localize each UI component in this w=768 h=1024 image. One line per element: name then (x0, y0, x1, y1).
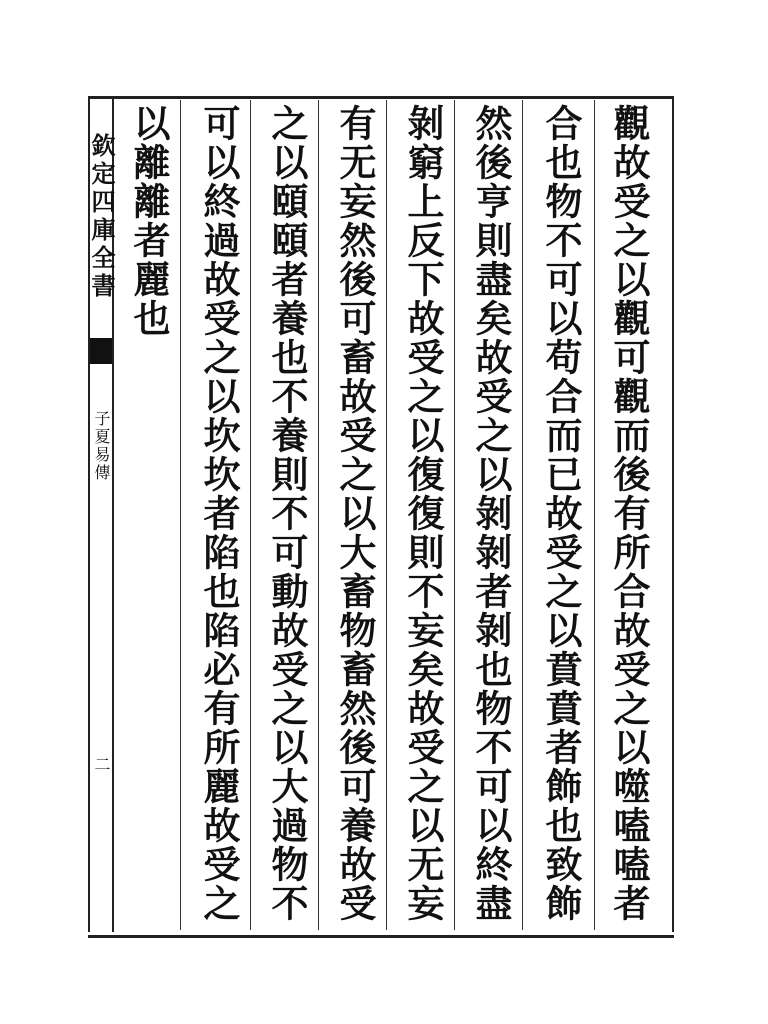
book-title: 子夏易傳 (92, 410, 111, 482)
text-column-2: 合也物不可以苟合而已故受之以賁賁者飾也致飾 (539, 104, 583, 923)
page-number: 二 (92, 756, 111, 772)
text-column-5: 有无妄然後可畜故受之以大畜物畜然後可養故受 (333, 104, 377, 923)
column-rule (522, 100, 523, 930)
text-column-8: 以離離者麗也 (127, 104, 171, 338)
page-frame (88, 96, 674, 938)
text-column-6: 之以頤頤者養也不養則不可動故受之以大過物不 (265, 104, 309, 923)
column-rule (318, 100, 319, 930)
fishtail-mark (90, 338, 112, 364)
collection-title: 欽定四庫全書 (87, 133, 116, 301)
frame-right-border (672, 96, 674, 932)
text-column-4: 剝窮上反下故受之以復復則不妄矣故受之以无妄 (401, 104, 445, 923)
text-column-7: 可以終過故受之以坎坎者陷也陷必有所麗故受之 (197, 104, 241, 923)
column-rule (180, 100, 181, 930)
column-rule (454, 100, 455, 930)
column-rule (250, 100, 251, 930)
column-rule (386, 100, 387, 930)
text-column-1: 觀故受之以觀可觀而後有所合故受之以噬嗑嗑者 (607, 104, 651, 923)
column-rule (594, 100, 595, 930)
text-column-3: 然後亨則盡矣故受之以剝剝者剝也物不可以終盡 (469, 104, 513, 923)
